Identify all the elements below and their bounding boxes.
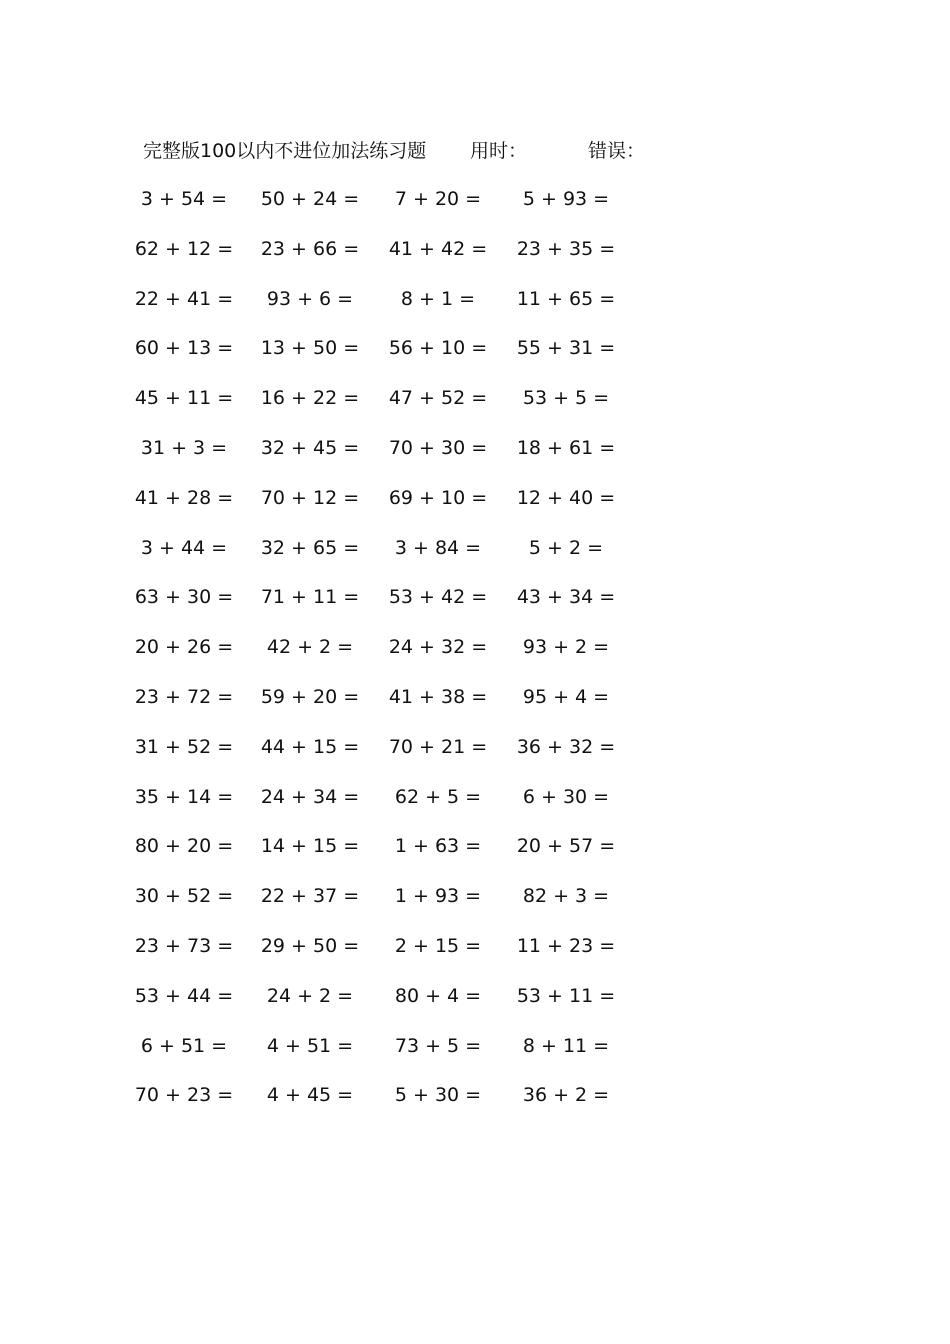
problem-r14-c1: 80 + 20 =: [134, 835, 234, 858]
problem-r3-c3: 8 + 1 =: [400, 287, 476, 310]
problem-r12-c2: 44 + 15 =: [260, 735, 360, 758]
time-used-label: 用时：: [470, 140, 528, 162]
problem-r16-c1: 23 + 73 =: [134, 935, 234, 957]
problem-r16-c4: 11 + 23 =: [516, 935, 616, 957]
problem-r2-c3: 41 + 42 =: [388, 237, 488, 260]
problem-r9-c2: 71 + 11 =: [260, 586, 360, 609]
problem-r18-c2: 4 + 51 =: [266, 1034, 354, 1057]
problem-r18-c4: 8 + 11 =: [522, 1034, 610, 1057]
problem-r5-c3: 47 + 52 =: [388, 387, 488, 410]
problem-r1-c1: 3 + 54 =: [140, 188, 228, 210]
problem-r7-c4: 12 + 40 =: [516, 486, 616, 509]
problem-r8-c1: 3 + 44 =: [140, 536, 228, 559]
problem-r1-c4: 5 + 93 =: [522, 188, 610, 210]
problem-r10-c1: 20 + 26 =: [134, 636, 234, 659]
problem-r19-c2: 4 + 45 =: [266, 1084, 354, 1107]
problem-r13-c2: 24 + 34 =: [260, 785, 360, 808]
problem-r9-c4: 43 + 34 =: [516, 586, 616, 609]
problem-r2-c4: 23 + 35 =: [516, 237, 616, 260]
worksheet-title: 完整版100以内不进位加法练习题: [143, 140, 427, 162]
problem-r11-c2: 59 + 20 =: [260, 686, 360, 708]
problem-r10-c4: 93 + 2 =: [522, 636, 610, 659]
problem-r17-c3: 80 + 4 =: [394, 984, 482, 1007]
problem-r12-c3: 70 + 21 =: [388, 735, 488, 758]
problem-r12-c1: 31 + 52 =: [134, 735, 234, 758]
problem-r11-c1: 23 + 72 =: [134, 686, 234, 708]
problem-r15-c2: 22 + 37 =: [260, 885, 360, 908]
problem-r6-c4: 18 + 61 =: [516, 437, 616, 459]
problem-r14-c3: 1 + 63 =: [394, 835, 482, 858]
problem-r19-c4: 36 + 2 =: [522, 1084, 610, 1107]
problem-r5-c4: 53 + 5 =: [522, 387, 610, 410]
problem-r10-c3: 24 + 32 =: [388, 636, 488, 659]
problem-r4-c4: 55 + 31 =: [516, 337, 616, 360]
problem-r15-c3: 1 + 93 =: [394, 885, 482, 908]
problem-r16-c3: 2 + 15 =: [394, 935, 482, 957]
problem-r18-c1: 6 + 51 =: [140, 1034, 228, 1057]
problem-r14-c4: 20 + 57 =: [516, 835, 616, 858]
problem-r17-c2: 24 + 2 =: [266, 984, 354, 1007]
problem-r9-c3: 53 + 42 =: [388, 586, 488, 609]
problem-r18-c3: 73 + 5 =: [394, 1034, 482, 1057]
problem-r13-c3: 62 + 5 =: [394, 785, 482, 808]
problem-r2-c2: 23 + 66 =: [260, 237, 360, 260]
problem-r4-c3: 56 + 10 =: [388, 337, 488, 360]
problem-r15-c4: 82 + 3 =: [522, 885, 610, 908]
problem-r9-c1: 63 + 30 =: [134, 586, 234, 609]
problem-r6-c1: 31 + 3 =: [140, 437, 228, 459]
problem-r8-c4: 5 + 2 =: [528, 536, 604, 559]
problem-r17-c4: 53 + 11 =: [516, 984, 616, 1007]
problem-r3-c4: 11 + 65 =: [516, 287, 616, 310]
problem-r8-c3: 3 + 84 =: [394, 536, 482, 559]
problem-r4-c1: 60 + 13 =: [134, 337, 234, 360]
problem-r5-c2: 16 + 22 =: [260, 387, 360, 410]
problem-r11-c4: 95 + 4 =: [522, 686, 610, 708]
problem-r1-c2: 50 + 24 =: [260, 188, 360, 210]
problem-r3-c2: 93 + 6 =: [266, 287, 354, 310]
errors-label: 错误：: [588, 140, 646, 162]
problem-r17-c1: 53 + 44 =: [134, 984, 234, 1007]
problem-r13-c4: 6 + 30 =: [522, 785, 610, 808]
problem-r5-c1: 45 + 11 =: [134, 387, 234, 410]
problem-r6-c2: 32 + 45 =: [260, 437, 360, 459]
problem-r6-c3: 70 + 30 =: [388, 437, 488, 459]
problem-r4-c2: 13 + 50 =: [260, 337, 360, 360]
problem-r8-c2: 32 + 65 =: [260, 536, 360, 559]
problem-r7-c2: 70 + 12 =: [260, 486, 360, 509]
problem-r12-c4: 36 + 32 =: [516, 735, 616, 758]
problem-r16-c2: 29 + 50 =: [260, 935, 360, 957]
problem-r19-c3: 5 + 30 =: [394, 1084, 482, 1107]
problem-r7-c3: 69 + 10 =: [388, 486, 488, 509]
problem-r19-c1: 70 + 23 =: [134, 1084, 234, 1107]
problem-r10-c2: 42 + 2 =: [266, 636, 354, 659]
problem-r13-c1: 35 + 14 =: [134, 785, 234, 808]
problem-r2-c1: 62 + 12 =: [134, 237, 234, 260]
problem-r14-c2: 14 + 15 =: [260, 835, 360, 858]
problem-r7-c1: 41 + 28 =: [134, 486, 234, 509]
problem-r1-c3: 7 + 20 =: [394, 188, 482, 210]
problem-r11-c3: 41 + 38 =: [388, 686, 488, 708]
problem-r15-c1: 30 + 52 =: [134, 885, 234, 908]
problem-r3-c1: 22 + 41 =: [134, 287, 234, 310]
